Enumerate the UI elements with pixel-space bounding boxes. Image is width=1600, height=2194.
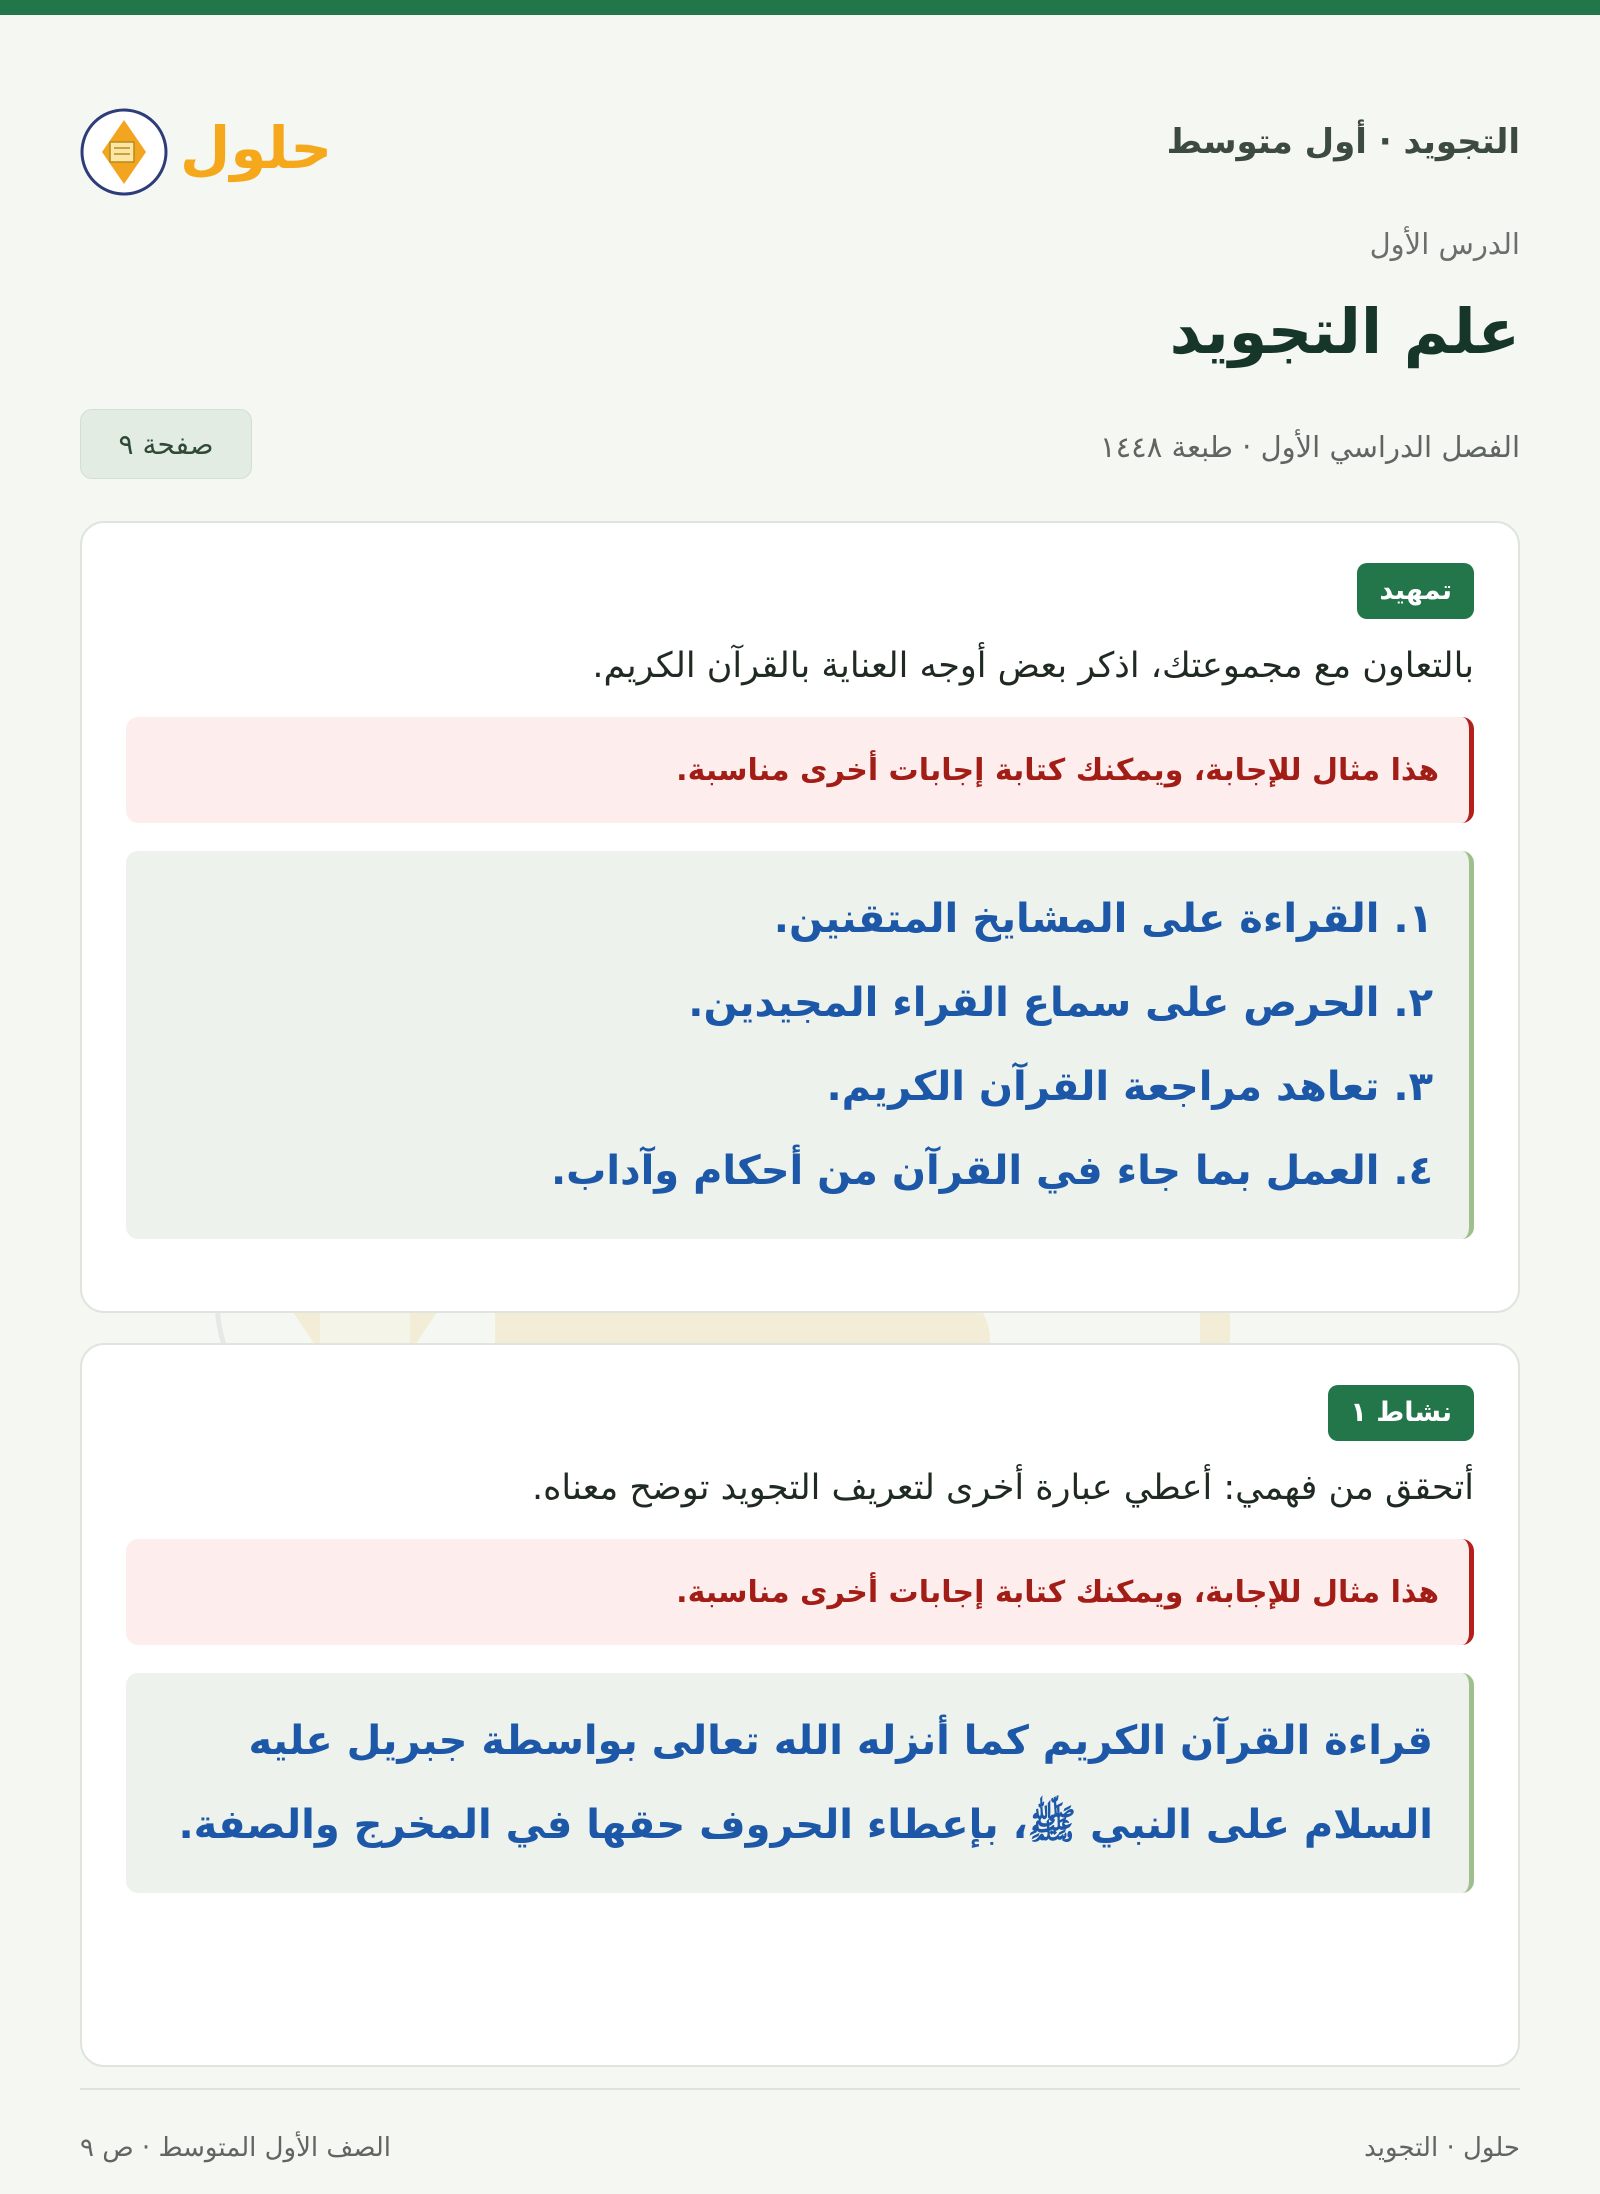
intro-card [80,521,1520,1313]
section-badge-intro: تمهيد [1357,563,1474,619]
subject-title: التجويد · أول متوسط [1166,122,1520,162]
top-accent-bar [0,0,1600,15]
list-item: ٢. الحرص على سماع القراء المجيدين. [688,980,1433,1026]
intro-answer-box [126,851,1474,1239]
list-item: ٣. تعاهد مراجعة القرآن الكريم. [826,1064,1433,1110]
footer-page-ref: الصف الأول المتوسط · ص ٩ [80,2133,392,2163]
activity-answer-box [126,1673,1474,1893]
list-item: ١. القراءة على المشايخ المتقنين. [773,896,1433,942]
activity-card [80,1343,1520,2067]
answer-note: هذا مثال للإجابة، ويمكنك كتابة إجابات أخرى مناسبة. [126,1539,1474,1645]
footer-source: حلول · التجويد [1364,2133,1520,2163]
page-number-badge: صفحة ٩ [80,409,252,479]
activity-question: أتحقق من فهمي: أعطي عبارة أخرى لتعريف التجويد توضح معناه. [531,1468,1474,1508]
page [80,15,1520,2194]
lesson-number: الدرس الأول [1369,227,1520,261]
lesson-title: علم التجويد [1169,295,1520,368]
brand-logo[interactable] [80,100,360,200]
list-item: ٤. العمل بما جاء في القرآن من أحكام وآداب. [550,1148,1433,1194]
brand-wordmark: حلول [180,114,333,182]
section-badge-activity: نشاط ١ [1328,1385,1474,1441]
header [80,90,1520,200]
answer-list [162,877,1433,1213]
semester-edition: الفصل الدراسي الأول · طبعة ١٤٤٨ [1100,430,1520,464]
activity-answer: قراءة القرآن الكريم كما أنزله الله تعالى بواسطة جبريل عليه السلام على النبي ﷺ، بإعطاء الحروف حقها في المخرج والصفة. [178,1718,1433,1848]
intro-question: بالتعاون مع مجموعتك، اذكر بعض أوجه العناية بالقرآن الكريم. [592,646,1474,686]
answer-note: هذا مثال للإجابة، ويمكنك كتابة إجابات أخرى مناسبة. [126,717,1474,823]
footer-divider [80,2088,1520,2090]
